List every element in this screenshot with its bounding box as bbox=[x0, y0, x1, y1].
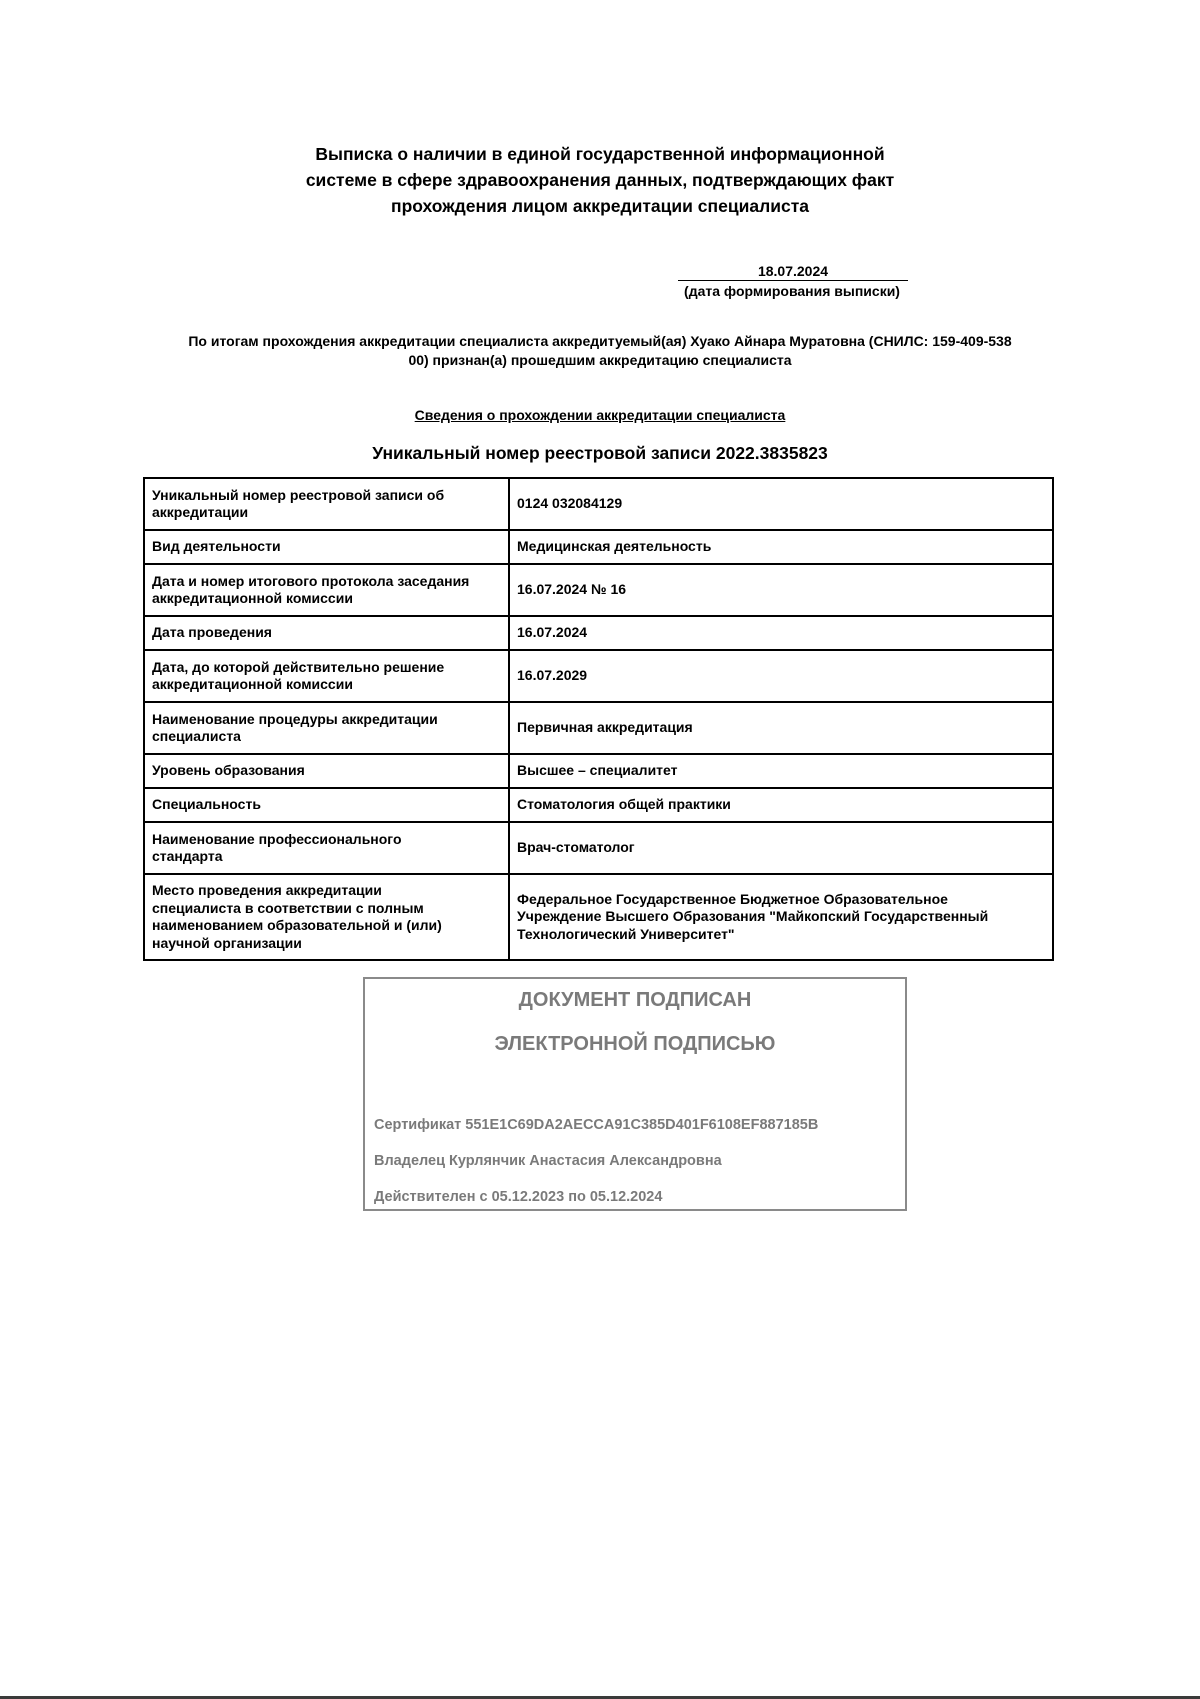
document-title bbox=[250, 141, 950, 219]
row-value-line: Врач-стоматолог bbox=[517, 839, 635, 856]
electronic-signature-stamp bbox=[363, 977, 907, 1211]
table-row bbox=[144, 564, 1053, 616]
row-key-line: специалиста в соответствии с полным bbox=[152, 899, 424, 916]
row-value-line: Стоматология общей практики bbox=[517, 796, 731, 813]
table-row bbox=[144, 478, 1053, 530]
row-value bbox=[509, 874, 1053, 960]
row-value-line: 16.07.2024 bbox=[517, 624, 588, 641]
row-key bbox=[144, 822, 509, 874]
row-key-line: Уникальный номер реестровой записи об bbox=[152, 486, 445, 503]
row-key-line: аккредитационной комиссии bbox=[152, 676, 353, 692]
row-value-line: Технологический Университет" bbox=[517, 925, 735, 942]
table-row bbox=[144, 788, 1053, 822]
row-key-line: Вид деятельности bbox=[152, 538, 281, 555]
row-key bbox=[144, 564, 509, 616]
table-row bbox=[144, 702, 1053, 754]
row-key-line: Дата проведения bbox=[152, 624, 272, 641]
row-value bbox=[509, 754, 1053, 788]
row-key bbox=[144, 788, 509, 822]
row-value bbox=[509, 788, 1053, 822]
row-value-line: 16.07.2024 № 16 bbox=[517, 581, 627, 598]
row-key bbox=[144, 874, 509, 960]
certificate-validity: Действителен с 05.12.2023 по 05.12.2024 bbox=[374, 1189, 663, 1205]
row-value-line: Учреждение Высшего Образования "Майкопский Государственный bbox=[517, 908, 989, 925]
row-key bbox=[144, 754, 509, 788]
row-key bbox=[144, 650, 509, 702]
table-row bbox=[144, 616, 1053, 650]
row-value-line: 16.07.2029 bbox=[517, 667, 588, 684]
table-row bbox=[144, 754, 1053, 788]
issue-date-block bbox=[672, 262, 912, 301]
row-key-line: Наименование процедуры аккредитации bbox=[152, 710, 438, 727]
row-value-line: Федеральное Государственное Бюджетное Образовательное bbox=[517, 890, 948, 907]
certificate-owner: Владелец Курлянчик Анастасия Александровна bbox=[374, 1153, 722, 1169]
row-value bbox=[509, 564, 1053, 616]
accreditation-details-table bbox=[143, 477, 1054, 961]
section-heading: Сведения о прохождении аккредитации специалиста bbox=[414, 407, 786, 423]
row-value bbox=[509, 822, 1053, 874]
row-key-line: Наименование профессионального bbox=[152, 830, 402, 847]
row-value bbox=[509, 530, 1053, 564]
table-row bbox=[144, 650, 1053, 702]
accreditation-statement-line: 00) признан(а) прошедшим аккредитацию специалиста bbox=[408, 352, 792, 368]
stamp-subtitle: ЭЛЕКТРОННОЙ ПОДПИСЬЮ bbox=[494, 1033, 776, 1055]
row-key bbox=[144, 616, 509, 650]
table-row bbox=[144, 874, 1053, 960]
row-key-line: аккредитации bbox=[152, 504, 249, 520]
table-row bbox=[144, 530, 1053, 564]
accreditation-statement-line: По итогам прохождения аккредитации специалиста аккредитуемый(ая) Хуако Айнара Муратовна (СНИЛС: 159-409-538 bbox=[188, 333, 1012, 349]
document-title-line: системе в сфере здравоохранения данных, подтверждающих факт bbox=[305, 170, 895, 190]
document-title-line: прохождения лицом аккредитации специалиста bbox=[391, 196, 809, 216]
row-value-line: Высшее – специалитет bbox=[517, 762, 678, 779]
table-row bbox=[144, 822, 1053, 874]
row-key-line: Дата, до которой действительно решение bbox=[152, 658, 445, 675]
certificate-number: Сертификат 551E1C69DA2AECCA91C385D401F6108EF887185B bbox=[374, 1117, 819, 1133]
document-title-line: Выписка о наличии в единой государственной информационной bbox=[315, 144, 885, 164]
row-key-line: научной организации bbox=[152, 934, 302, 951]
row-key-line: Место проведения аккредитации bbox=[152, 882, 382, 898]
row-key-line: аккредитационной комиссии bbox=[152, 590, 353, 606]
row-key bbox=[144, 478, 509, 530]
row-key-line: стандарта bbox=[152, 848, 223, 864]
issue-date: 18.07.2024 bbox=[678, 262, 908, 281]
row-value-line: 0124 032084129 bbox=[517, 495, 623, 512]
row-key-line: Уровень образования bbox=[152, 762, 305, 779]
row-value bbox=[509, 478, 1053, 530]
row-value bbox=[509, 650, 1053, 702]
issue-date-caption: (дата формирования выписки) bbox=[684, 283, 900, 299]
row-key-line: Специальность bbox=[152, 796, 261, 813]
row-key-line: Дата и номер итогового протокола заседания bbox=[152, 572, 470, 589]
row-value-line: Первичная аккредитация bbox=[517, 719, 693, 736]
row-value-line: Медицинская деятельность bbox=[517, 538, 712, 555]
row-value bbox=[509, 616, 1053, 650]
accreditation-statement bbox=[140, 332, 1060, 370]
row-key bbox=[144, 530, 509, 564]
row-key bbox=[144, 702, 509, 754]
row-key-line: специалиста bbox=[152, 728, 241, 744]
stamp-title: ДОКУМЕНТ ПОДПИСАН bbox=[518, 989, 752, 1011]
registry-number-heading: Уникальный номер реестровой записи 2022.3835823 bbox=[372, 443, 828, 463]
row-key-line: наименованием образовательной и (или) bbox=[152, 917, 442, 933]
row-value bbox=[509, 702, 1053, 754]
